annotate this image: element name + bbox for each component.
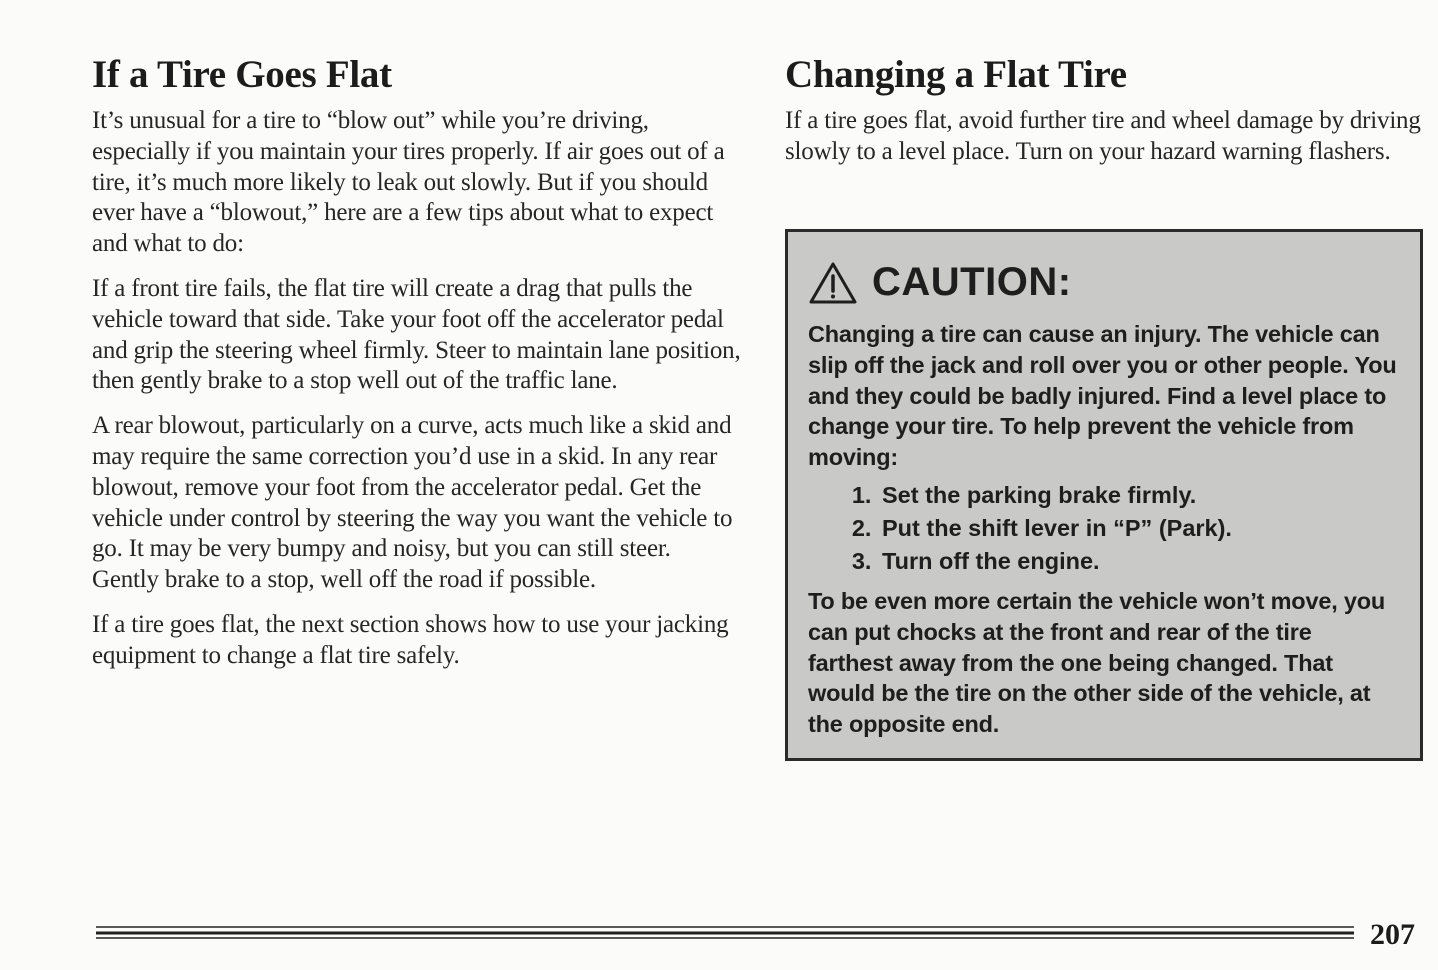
page-number: 207 xyxy=(1370,918,1415,951)
right-column xyxy=(785,50,1425,182)
footer-rule xyxy=(96,924,1354,940)
section-heading-tire-goes-flat: If a Tire Goes Flat xyxy=(92,53,392,96)
caution-box xyxy=(785,229,1423,761)
caution-step: 3. Turn off the engine. xyxy=(878,545,1402,578)
caution-header xyxy=(808,260,1402,305)
paragraph: If a front tire fails, the flat tire will create a drag that pulls the vehicle toward that side. Take your foot off the accelerator pedal and grip the steering wheel firmly. Steer to maintain lane position, then gently brake to a stop well out of the traffic lane. xyxy=(92,274,741,395)
paragraph: If a tire goes flat, avoid further tire and wheel damage by driving slowly to a level place. Turn on your hazard warning flashers. xyxy=(785,107,1421,165)
caution-steps xyxy=(808,479,1402,578)
caution-title: CAUTION: xyxy=(872,260,1072,304)
section-heading-changing-flat-tire: Changing a Flat Tire xyxy=(785,53,1127,96)
caution-step: 1. Set the parking brake firmly. xyxy=(878,479,1402,512)
paragraph: A rear blowout, particularly on a curve, acts much like a skid and may require the same correction you’d use in a skid. In any rear blowout, remove your foot from the accelerator pedal. Get the vehicle under control by steering the way you want the vehicle to go. It may be very bumpy and noisy, but you can still steer. Gently brake to a stop, well off the road if possible. xyxy=(92,412,733,594)
paragraph: If a tire goes flat, the next section shows how to use your jacking equipment to change a flat tire safely. xyxy=(92,610,729,669)
caution-intro: Changing a tire can cause an injury. The vehicle can slip off the jack and roll over you or other people. You and they could be badly injured. Find a level place to change your tire. To help prevent the vehicle from moving: xyxy=(808,321,1397,471)
caution-outro: To be even more certain the vehicle won’t move, you can put chocks at the front and rear of the tire farthest away from the one being changed. That would be the tire on the other side of the vehicle, at the opposite end. xyxy=(808,587,1386,738)
paragraph: It’s unusual for a tire to “blow out” while you’re driving, especially if you maintain your tires properly. If air goes out of a tire, it’s much more likely to leak out slowly. But if you should ever have a “blowout,” here are a few tips about what to expect and what to do: xyxy=(92,107,725,258)
left-column xyxy=(92,50,742,686)
warning-triangle-icon xyxy=(808,261,858,305)
caution-step: 2. Put the shift lever in “P” (Park). xyxy=(878,512,1402,545)
